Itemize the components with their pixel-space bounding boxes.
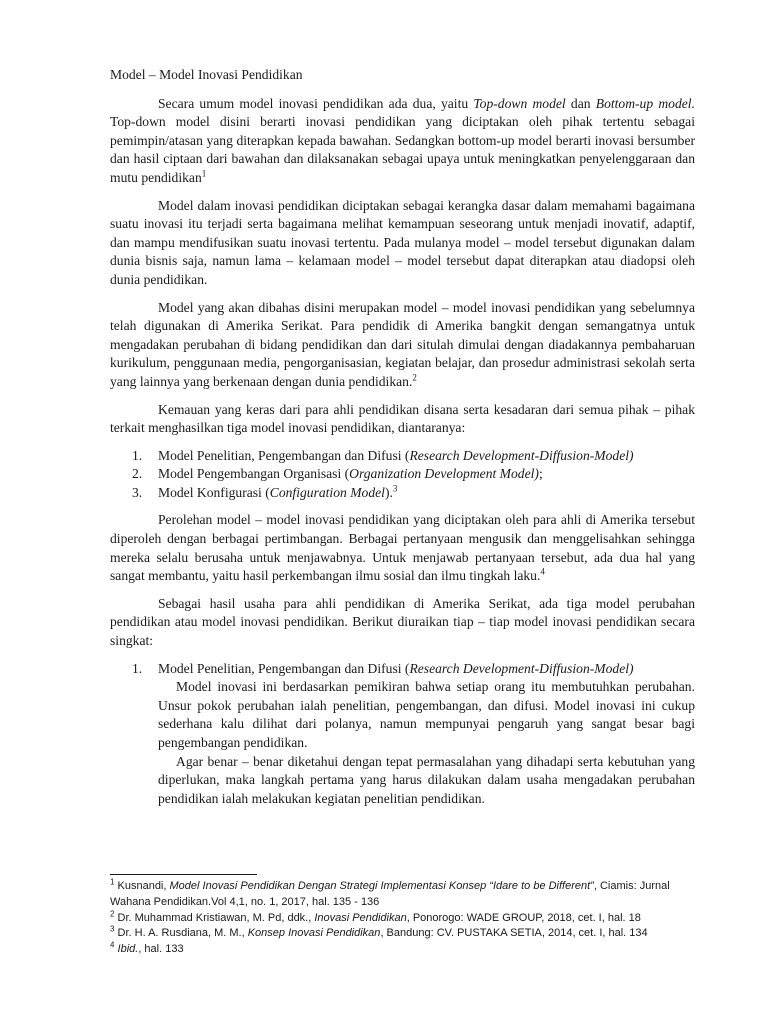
list-item-text [158,447,695,466]
footnote [110,926,695,942]
paragraph-6: Sebagai hasil usaha para ahli pendidikan di Amerika Serikat, ada tiga model perubahan pendidikan atau model inovasi pendidikan. Berikut diuraikan tiap – tiap model inovasi pendidikan secara singkat: [110,595,695,649]
list-item-term: Research Development-Diffusion-Model) [409,447,634,463]
paragraph-1 [110,95,695,188]
list-item-text [158,484,695,503]
list-item-tail: ; [538,466,543,482]
footnote-ref-3[interactable]: 3 [392,483,398,494]
model-list [110,447,695,503]
sub-paragraph-2: Agar benar – benar diketahui dengan tepat permasalahan yang dihadapi serta kebutuhan yang diperlukan, maka langkah pertama yang harus dilakukan dalam usaha mengadakan perubahan pendidikan ialah melakukan kegiatan penelitian pendidikan. [158,753,695,806]
paragraph-1-term-topdown: Top-down model [473,95,566,111]
paragraph-1-text-c: Top-down model disini berarti inovasi pendidikan yang diciptakan oleh pihak tertentu sebagai pemimpin/atasan yang diterapkan kepada bawahan. Sedangkan bottom-up model berarti inovasi bersumber dan hasil ciptaan dari bawahan dan dilaksanakan sebagai upaya untuk meningkatkan penyelenggaraan dan mutu pendidikan [110,114,695,185]
footnote-source: , Ciamis: Jurnal Wahana Pendidikan.Vol 4,1, no. 1, 2017, hal. 135 - 136 [110,880,670,908]
model-detail-list [110,660,695,809]
list-item-number: 2. [132,466,143,482]
footnote-source: , hal. 133 [138,943,184,956]
paragraph-3 [110,299,695,392]
list-item-term: Research Development-Diffusion-Model) [409,660,634,676]
paragraph-5 [110,511,695,585]
list-item [110,447,695,466]
footnote-source: , Bandung: CV. PUSTAKA SETIA, 2014, cet. I, hal. 134 [380,927,648,940]
footnote-number: 3 [110,924,115,934]
list-item-label: Model Penelitian, Pengembangan dan Difusi ( [158,447,410,463]
list-item-term: Configuration Model [269,484,385,500]
list-item-number: 3. [132,484,143,500]
footnote-title: Ibid. [117,943,139,956]
footnote-ref-1[interactable]: 1 [201,168,207,179]
document-body [110,66,695,808]
paragraph-1-text-b: dan [565,95,596,111]
footnote [110,879,695,911]
footnote-author: Dr. Muhammad Kristiawan, M. Pd, ddk., [114,911,315,924]
list-item-text [158,660,695,679]
footnote-ref-4[interactable]: 4 [540,566,545,577]
footnote-title: Konsep Inovasi Pendidikan [247,927,381,940]
footnote-title: Inovasi Pendidikan [314,911,407,924]
footnote [110,942,695,958]
list-item-term: Organization Development Model) [349,466,539,482]
footnote [110,908,695,927]
paragraph-1-term-bottomup: Bottom-up model. [595,95,695,111]
paragraph-2: Model dalam inovasi pendidikan diciptakan sebagai kerangka dasar dalam memahami bagaimana suatu inovasi itu terjadi serta bagaimana melihat kemampuan seseorang untuk menjadi inovatif, adaptif, dan mampu mendifusikan suatu inovasi tertentu. Pada mulanya model – model tersebut digunakan dalam dunia bisnis saja, namun lama – kelamaan model – model tersebut dapat diterapkan atau diadopsi oleh dunia pendidikan. [110,197,695,287]
footnote-title: Model Inovasi Pendidikan Dengan Strategi Implementasi Konsep “Idare to be Different” [169,880,594,892]
footnote-ref-2[interactable]: 2 [412,372,417,383]
list-item-number: 1. [132,447,143,463]
footnote-number: 2 [110,908,115,918]
list-item [110,660,695,679]
footnote-separator [110,874,257,875]
paragraph-4: Kemauan yang keras dari para ahli pendidikan disana serta kesadaran dari semua pihak – pihak terkait menghasilkan tiga model inovasi pendidikan, diantaranya: [110,401,695,436]
paragraph-3-text: Model yang akan dibahas disini merupakan model – model inovasi pendidikan yang sebelumnya telah digunakan di Amerika Serikat. Para pendidik di Amerika bangkit dengan semangatnya untuk mengadakan perubahan di bidang pendidikan dan dari situlah dimulai dengan diadakannya pembaharuan kurikulum, penggunaan media, pengorganisasian, kegiatan belajar, dan prosedur administrasi sekolah serta yang lainnya yang berkenaan dengan dunia pendidikan. [110,299,695,389]
paragraph-1-text-a: Secara umum model inovasi pendidikan ada dua, yaitu [158,95,474,111]
section-title: Model – Model Inovasi Pendidikan [110,67,303,82]
footnote-author: Dr. H. A. Rusdiana, M. M., [114,927,248,940]
list-item-text [158,465,695,484]
footnote-author: Kusnandi, [114,880,170,892]
list-item-label: Model Pengembangan Organisasi ( [158,466,350,482]
sub-paragraph-1: Model inovasi ini berdasarkan pemikiran bahwa setiap orang itu membutuhkan perubahan. Unsur pokok perubahan ialah penelitian, pengembangan, dan difusi. Model inovasi ini cukup sederhana kalu dilihat dari polanya, namun mempunyai pengaruh yang sangat besar bagi pengembangan pendidikan. [158,679,695,750]
list-item-number: 1. [132,660,143,676]
list-item-tail: ). [384,484,393,500]
paragraph-5-text: Perolehan model – model inovasi pendidikan yang diciptakan oleh para ahli di Amerika tersebut diperoleh dengan berbagai pertimbangan. Berbagai pertanyaan mengusik dan menggelisahkan sehingga mereka selalu berusaha untuk menjawabnya. Untuk menjawab pertanyaan tersebut, ada dua hal yang sangat membantu, yaitu hasil perkembangan ilmu sosial dan ilmu tingkah laku. [110,512,695,584]
list-item [110,484,695,503]
footnote-number: 1 [110,877,115,887]
footnotes [110,874,695,958]
footnote-source: , Ponorogo: WADE GROUP, 2018, cet. I, hal. 18 [406,911,641,924]
footnote-number: 4 [110,940,115,950]
list-item-label: Model Konfigurasi ( [158,484,270,500]
list-item-label: Model Penelitian, Pengembangan dan Difusi ( [158,660,410,676]
list-item [110,465,695,484]
